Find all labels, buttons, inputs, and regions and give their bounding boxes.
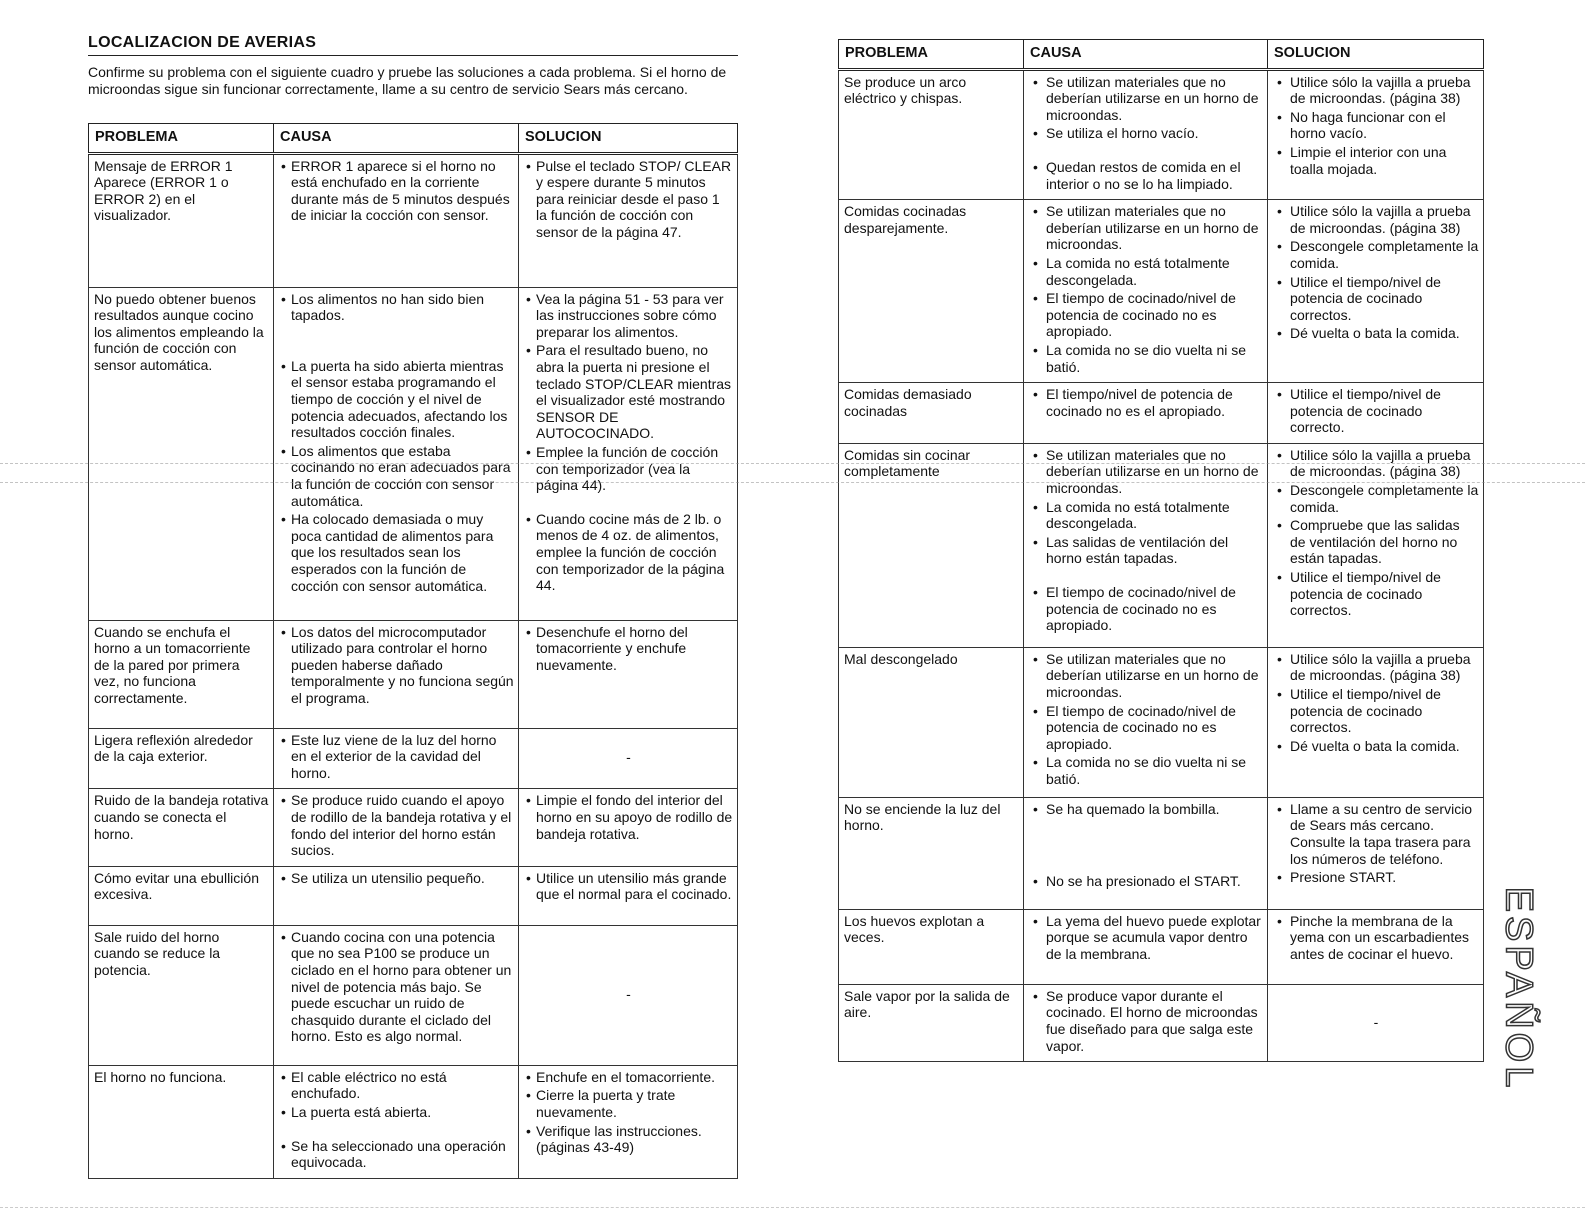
solution-cell [1268, 797, 1484, 909]
cause-item: • El tiempo de cocinado/nivel de potencia de cocinado no es apropiado. [1029, 703, 1263, 753]
cause-item: • ERROR 1 aparece si el horno no está enchufado en la corriente durante más de 5 minutos después de iniciar la cocción con sensor. [279, 158, 514, 224]
col-header-solution: SOLUCION [1268, 40, 1484, 70]
cause-item: • La yema del huevo puede explotar porque se acumula vapor dentro de la membrana. [1029, 913, 1263, 963]
cause-item: • Los alimentos que estaba cocinando no eran adecuados para la función de cocción con sensor automática. [279, 443, 514, 509]
solution-item: • Utilice sólo la vajilla a prueba de microondas. (página 38) [1273, 447, 1479, 480]
solution-item: • Utilice sólo la vajilla a prueba de microondas. (página 38) [1273, 74, 1479, 107]
cause-cell [1024, 443, 1268, 647]
solution-cell [1268, 909, 1484, 984]
solution-cell [519, 789, 738, 866]
solution-item: • Dé vuelta o bata la comida. [1273, 738, 1479, 755]
cause-item: • Se utiliza un utensilio pequeño. [279, 870, 514, 887]
table-row [89, 789, 738, 866]
cause-cell [1024, 797, 1268, 909]
intro-text: Confirme su problema con el siguiente cuadro y pruebe las soluciones a cada problema. Si el horno de microondas sigue sin funcionar correctamente, llame a su centro de servicio Sears más cercano. [88, 64, 727, 97]
table-row [839, 200, 1484, 383]
col-header-cause: CAUSA [1024, 40, 1268, 70]
solution-cell-empty: - [519, 728, 738, 789]
language-tab-label: ESPAÑOL [1497, 886, 1540, 1092]
cause-item: • Quedan restos de comida en el interior o no se lo ha limpiado. [1029, 159, 1263, 192]
solution-cell [1268, 647, 1484, 797]
table-row [839, 69, 1484, 200]
solution-cell-empty: - [1268, 984, 1484, 1061]
solution-item: • Cierre la puerta y trate nuevamente. [524, 1087, 733, 1120]
solution-item: • No haga funcionar con el horno vacío. [1273, 109, 1479, 142]
cause-item: • La comida no se dio vuelta ni se batió. [1029, 754, 1263, 787]
solution-cell [519, 153, 738, 287]
cause-cell [1024, 909, 1268, 984]
table-row [89, 153, 738, 287]
cause-item: • Los alimentos no han sido bien tapados. [279, 291, 514, 324]
solution-cell [1268, 443, 1484, 647]
cause-cell [1024, 69, 1268, 200]
solution-item: • Compruebe que las salidas de ventilación del horno no están tapadas. [1273, 517, 1479, 567]
page-bottom-edge [0, 1207, 1585, 1208]
cause-item: • Se utilizan materiales que no deberían utilizarse en un horno de microondas. [1029, 447, 1263, 497]
cause-item: • La puerta está abierta. [279, 1104, 514, 1121]
solution-cell [1268, 383, 1484, 444]
cause-item: • El tiempo de cocinado/nivel de potencia de cocinado no es apropiado. [1029, 290, 1263, 340]
solution-item: • Emplee la función de cocción con temporizador (vea la página 44). [524, 444, 733, 494]
cause-item: • Se ha quemado la bombilla. [1029, 801, 1263, 818]
table-row [89, 287, 738, 620]
troubleshooting-table-right [838, 39, 1484, 1062]
problem-cell: Ligera reflexión alrededor de la caja exterior. [89, 728, 274, 789]
solution-item: • Descongele completamente la comida. [1273, 238, 1479, 271]
problem-cell: Mensaje de ERROR 1 Aparece (ERROR 1 o ERROR 2) en el visualizador. [89, 153, 274, 287]
problem-cell: No puedo obtener buenos resultados aunque cocino los alimentos empleando la función de cocción con sensor automática. [89, 287, 274, 620]
cause-item: • La comida no está totalmente descongelada. [1029, 499, 1263, 532]
cause-item: • Ha colocado demasiada o muy poca cantidad de alimentos para que los resultados sean los esperados con la función de cocción con sensor automática. [279, 511, 514, 594]
language-tab [1488, 884, 1548, 1094]
problem-cell: El horno no funciona. [89, 1065, 274, 1178]
solution-item: • Verifique las instrucciones. (páginas 43-49) [524, 1123, 733, 1156]
problem-cell: Mal descongelado [839, 647, 1024, 797]
problem-cell: Comidas sin cocinar completamente [839, 443, 1024, 647]
cause-item: • No se ha presionado el START. [1029, 873, 1263, 890]
problem-cell: Comidas demasiado cocinadas [839, 383, 1024, 444]
problem-cell: Cómo evitar una ebullición excesiva. [89, 866, 274, 925]
cause-cell [274, 925, 519, 1065]
solution-item: • Utilice un utensilio más grande que el normal para el cocinado. [524, 870, 733, 903]
table-header-row [89, 124, 738, 154]
table-row [839, 909, 1484, 984]
solution-cell-empty: - [519, 925, 738, 1065]
page-title: LOCALIZACION DE AVERIAS [88, 34, 738, 56]
scan-fold-line [0, 482, 1585, 483]
scan-fold-line [0, 463, 1585, 464]
cause-cell [1024, 647, 1268, 797]
solution-item: • Utilice el tiempo/nivel de potencia de cocinado correcto. [1273, 386, 1479, 436]
problem-cell: Los huevos explotan a veces. [839, 909, 1024, 984]
solution-item: • Limpie el interior con una toalla mojada. [1273, 144, 1479, 177]
cause-item: • El cable eléctrico no está enchufado. [279, 1069, 514, 1102]
cause-item: • El tiempo de cocinado/nivel de potencia de cocinado no es apropiado. [1029, 584, 1263, 634]
solution-cell [519, 1065, 738, 1178]
cause-item: • Se utiliza el horno vacío. [1029, 125, 1263, 142]
problem-cell: No se enciende la luz del horno. [839, 797, 1024, 909]
table-row [89, 728, 738, 789]
solution-item: • Utilice el tiempo/nivel de potencia de cocinado correctos. [1273, 274, 1479, 324]
table-row [839, 797, 1484, 909]
cause-cell [1024, 984, 1268, 1061]
solution-item: • Dé vuelta o bata la comida. [1273, 325, 1479, 342]
cause-cell [274, 1065, 519, 1178]
cause-item: • Cuando cocina con una potencia que no sea P100 se produce un ciclado en el horno para obtener un nivel de potencia más bajo. Se puede escuchar un ruido de chasquido durante el ciclado del horno. Esto es algo normal. [279, 929, 514, 1045]
problem-cell: Se produce un arco eléctrico y chispas. [839, 69, 1024, 200]
solution-cell [1268, 69, 1484, 200]
troubleshooting-table-left [88, 123, 738, 1179]
problem-cell: Ruido de la bandeja rotativa cuando se conecta el horno. [89, 789, 274, 866]
cause-item: • Se utilizan materiales que no deberían utilizarse en un horno de microondas. [1029, 651, 1263, 701]
solution-item: • Utilice el tiempo/nivel de potencia de cocinado correctos. [1273, 569, 1479, 619]
cause-cell [1024, 200, 1268, 383]
solution-item: • Descongele completamente la comida. [1273, 482, 1479, 515]
table-row [89, 866, 738, 925]
problem-cell: Comidas cocinadas desparejamente. [839, 200, 1024, 383]
cause-item: • Se produce vapor durante el cocinado. El horno de microondas fue diseñado para que salga este vapor. [1029, 988, 1263, 1054]
table-row [89, 925, 738, 1065]
cause-cell [274, 620, 519, 728]
cause-cell [274, 153, 519, 287]
solution-cell [519, 620, 738, 728]
solution-item: • Enchufe en el tomacorriente. [524, 1069, 733, 1086]
solution-item: • Presione START. [1273, 869, 1479, 886]
solution-item: • Limpie el fondo del interior del horno en su apoyo de rodillo de bandeja rotativa. [524, 792, 733, 842]
cause-cell [274, 866, 519, 925]
col-header-solution: SOLUCION [519, 124, 738, 154]
cause-item: • Los datos del microcomputador utilizado para controlar el horno pueden haberse dañado temporalmente y no funciona según el programa. [279, 624, 514, 707]
table-row [839, 984, 1484, 1061]
solution-item: • Llame a su centro de servicio de Sears más cercano. Consulte la tapa trasera para los números de teléfono. [1273, 801, 1479, 867]
solution-item: • Pinche la membrana de la yema con un escarbadientes antes de cocinar el huevo. [1273, 913, 1479, 963]
solution-cell [519, 866, 738, 925]
cause-item: • Se produce ruido cuando el apoyo de rodillo de la bandeja rotativa y el fondo del interior del horno están sucios. [279, 792, 514, 858]
cause-item: • Se ha seleccionado una operación equivocada. [279, 1138, 514, 1171]
cause-item: • Se utilizan materiales que no deberían utilizarse en un horno de microondas. [1029, 203, 1263, 253]
problem-cell: Cuando se enchufa el horno a un tomacorriente de la pared por primera vez, no funciona correctamente. [89, 620, 274, 728]
table-row [89, 620, 738, 728]
solution-item: • Para el resultado bueno, no abra la puerta ni presione el teclado STOP/CLEAR mientras el visualizador esté mostrando SENSOR DE AUTOCOCINADO. [524, 342, 733, 442]
col-header-problem: PROBLEMA [839, 40, 1024, 70]
solution-item: • Desenchufe el horno del tomacorriente y enchufe nuevamente. [524, 624, 733, 674]
cause-item: • Las salidas de ventilación del horno están tapadas. [1029, 534, 1263, 567]
solution-item: • Pulse el teclado STOP/ CLEAR y espere durante 5 minutos para reiniciar desde el paso 1 la función de cocción con sensor de la página 47. [524, 158, 733, 241]
solution-cell [519, 287, 738, 620]
solution-item: • Vea la página 51 - 53 para ver las instrucciones sobre cómo preparar los alimentos. [524, 291, 733, 341]
cause-item: • Se utilizan materiales que no deberían utilizarse en un horno de microondas. [1029, 74, 1263, 124]
col-header-problem: PROBLEMA [89, 124, 274, 154]
cause-cell [274, 728, 519, 789]
cause-item: • Este luz viene de la luz del horno en el exterior de la cavidad del horno. [279, 732, 514, 782]
cause-cell [274, 287, 519, 620]
cause-item: • El tiempo/nivel de potencia de cocinado no es el apropiado. [1029, 386, 1263, 419]
col-header-cause: CAUSA [274, 124, 519, 154]
table-header-row [839, 40, 1484, 70]
solution-cell [1268, 200, 1484, 383]
cause-item: • La puerta ha sido abierta mientras el sensor estaba programando el tiempo de cocción y el nivel de potencia adecuados, afectando los resultados cocción finales. [279, 358, 514, 441]
cause-cell [274, 789, 519, 866]
table-row [839, 443, 1484, 647]
problem-cell: Sale vapor por la salida de aire. [839, 984, 1024, 1061]
cause-item: • La comida no está totalmente descongelada. [1029, 255, 1263, 288]
solution-item: • Cuando cocine más de 2 lb. o menos de 4 oz. de alimentos, emplee la función de cocción con temporizador de la página 44. [524, 511, 733, 594]
solution-item: • Utilice sólo la vajilla a prueba de microondas. (página 38) [1273, 651, 1479, 684]
solution-item: • Utilice sólo la vajilla a prueba de microondas. (página 38) [1273, 203, 1479, 236]
cause-item: • La comida no se dio vuelta ni se batió. [1029, 342, 1263, 375]
table-row [89, 1065, 738, 1178]
table-row [839, 647, 1484, 797]
solution-item: • Utilice el tiempo/nivel de potencia de cocinado correctos. [1273, 686, 1479, 736]
problem-cell: Sale ruido del horno cuando se reduce la potencia. [89, 925, 274, 1065]
cause-cell [1024, 383, 1268, 444]
table-row [839, 383, 1484, 444]
